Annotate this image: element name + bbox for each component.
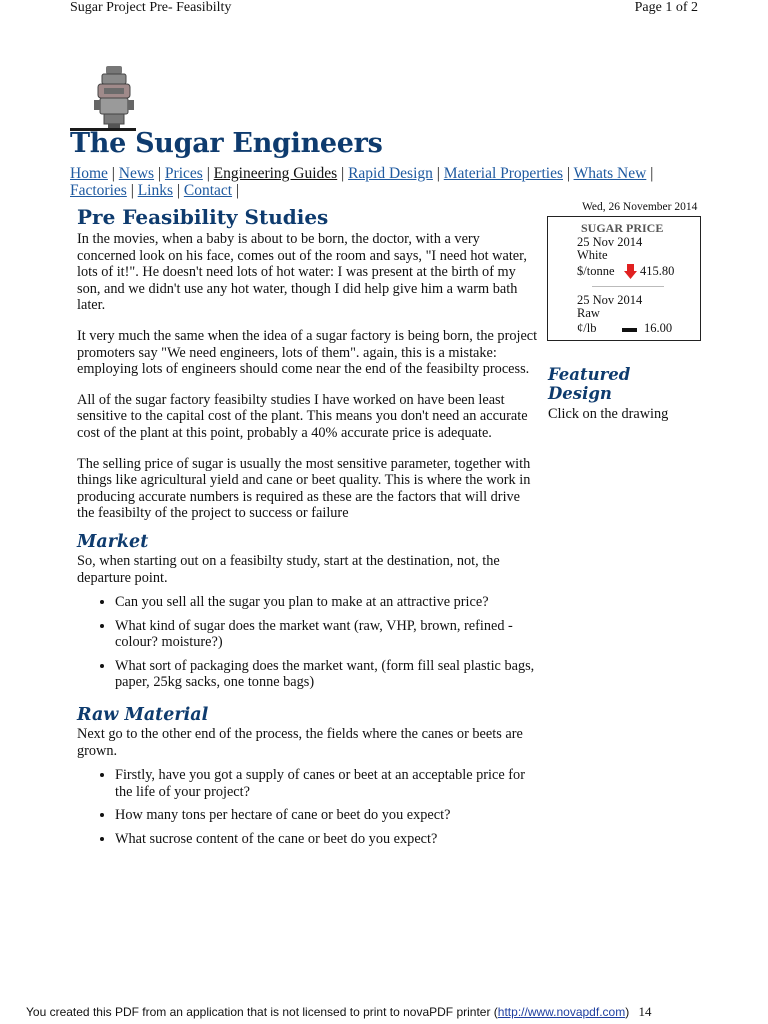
white-price-date: 25 Nov 2014 [577,235,643,249]
featured-design-text: Click on the drawing [548,406,669,422]
nav-rapid-design[interactable]: Rapid Design [348,165,433,182]
raw-material-heading: Raw Material [77,705,209,726]
paragraph: In the movies, when a baby is about to be born, the doctor, with a very concerned look on his face, comes out of the room and says, "I need hot water, lots of it!". He doesn't need lots of hot water: I was present at the birth of my son, and we didn't use any hot water, though I did help give him a warm bath later. [77,231,527,314]
site-title[interactable]: The Sugar Engineers [70,128,383,159]
nav-news[interactable]: News [118,165,155,182]
footer-page-number: 14 [638,1004,652,1019]
list-item: • What kind of sugar does the market want (raw, VHP, brown, refined - colour? moisture?) [115,618,539,651]
print-header-page: Page 1 of 2 [634,0,698,15]
market-heading: Market [77,531,149,552]
footer-text: You created this PDF from an application that is not licensed to print to novaPDF printer ( [26,1005,498,1019]
raw-price-value: 16.00 [644,321,673,335]
raw-material-intro: Next go to the other end of the process, the fields where the canes or beets are grown. [77,726,523,759]
sugar-price-box[interactable] [547,216,701,341]
nav-material-properties[interactable]: Material Properties [443,165,563,182]
nav-whats-new[interactable]: Whats New [573,165,647,182]
main-content [77,205,539,855]
raw-material-list [77,767,539,847]
nav-prices[interactable]: Prices [164,165,203,182]
current-date: Wed, 26 November 2014 [582,201,698,213]
featured-design-title: Featured Design [548,365,631,403]
price-separator [592,286,664,287]
paragraph: It very much the same when the idea of a sugar factory is being born, the project promoters say "We need engineers, lots of them". again, this is a mistake: employing lots of engineers should come near the end of the feasibilty process. [77,327,538,378]
raw-price-type: Raw [577,306,600,320]
list-item: • Can you sell all the sugar you plan to make at an attractive price? [115,594,539,611]
nav-links[interactable]: Links [137,182,173,199]
print-header-title: Sugar Project Pre- Feasibilty [70,0,232,15]
white-price-unit: $/tonne [577,264,615,278]
price-box-title: SUGAR PRICE [581,221,664,235]
raw-price-unit: ¢/lb [577,321,597,335]
paragraph: All of the sugar factory feasibilty studies I have worked on have been least sensitive to the capital cost of the plant. This means you don't need an accurate cost of the plant at this point, probably a 40% accurate price is adequate. [77,391,528,441]
list-item: • What sort of packaging does the market want, (form fill seal plastic bags, paper, 25kg sacks, one tonne bags) [115,658,539,691]
down-arrow-icon [624,264,637,279]
page-heading: Pre Feasibility Studies [77,205,329,229]
site-nav: Home | News | Prices | Engineering Guides | Rapid Design | Material Properties | Whats New | Factories | Links | Contact | [70,165,654,199]
white-price-type: White [577,248,608,262]
nav-home[interactable]: Home [70,165,108,182]
flat-trend-icon [622,328,637,332]
market-intro: So, when starting out on a feasibilty study, start at the destination, not, the departure point. [77,552,500,586]
nav-contact[interactable]: Contact [183,182,233,199]
footer-text-end: ) [625,1005,630,1019]
nav-factories[interactable]: Factories [70,182,127,199]
list-item: • Firstly, have you got a supply of canes or beet at an acceptable price for the life of your project? [115,767,539,800]
white-price-value: 415.80 [640,264,675,278]
pdf-footer [26,1004,746,1020]
novapdf-link[interactable]: http://www.novapdf.com [497,1005,626,1019]
raw-price-date: 25 Nov 2014 [577,293,643,307]
market-list [77,594,539,691]
list-item: • How many tons per hectare of cane or beet do you expect? [115,807,539,824]
sugar-engineers-logo[interactable] [92,64,136,130]
paragraph: The selling price of sugar is usually the most sensitive parameter, together with things like agricultural yield and cane or beet quality. This is where the work in producing accurate numbers is required as these are the factors that will drive the feasibilty of the project to success or failure [77,455,531,522]
nav-engineering-guides[interactable]: Engineering Guides [213,165,338,182]
list-item: • What sucrose content of the cane or beet do you expect? [115,831,539,848]
